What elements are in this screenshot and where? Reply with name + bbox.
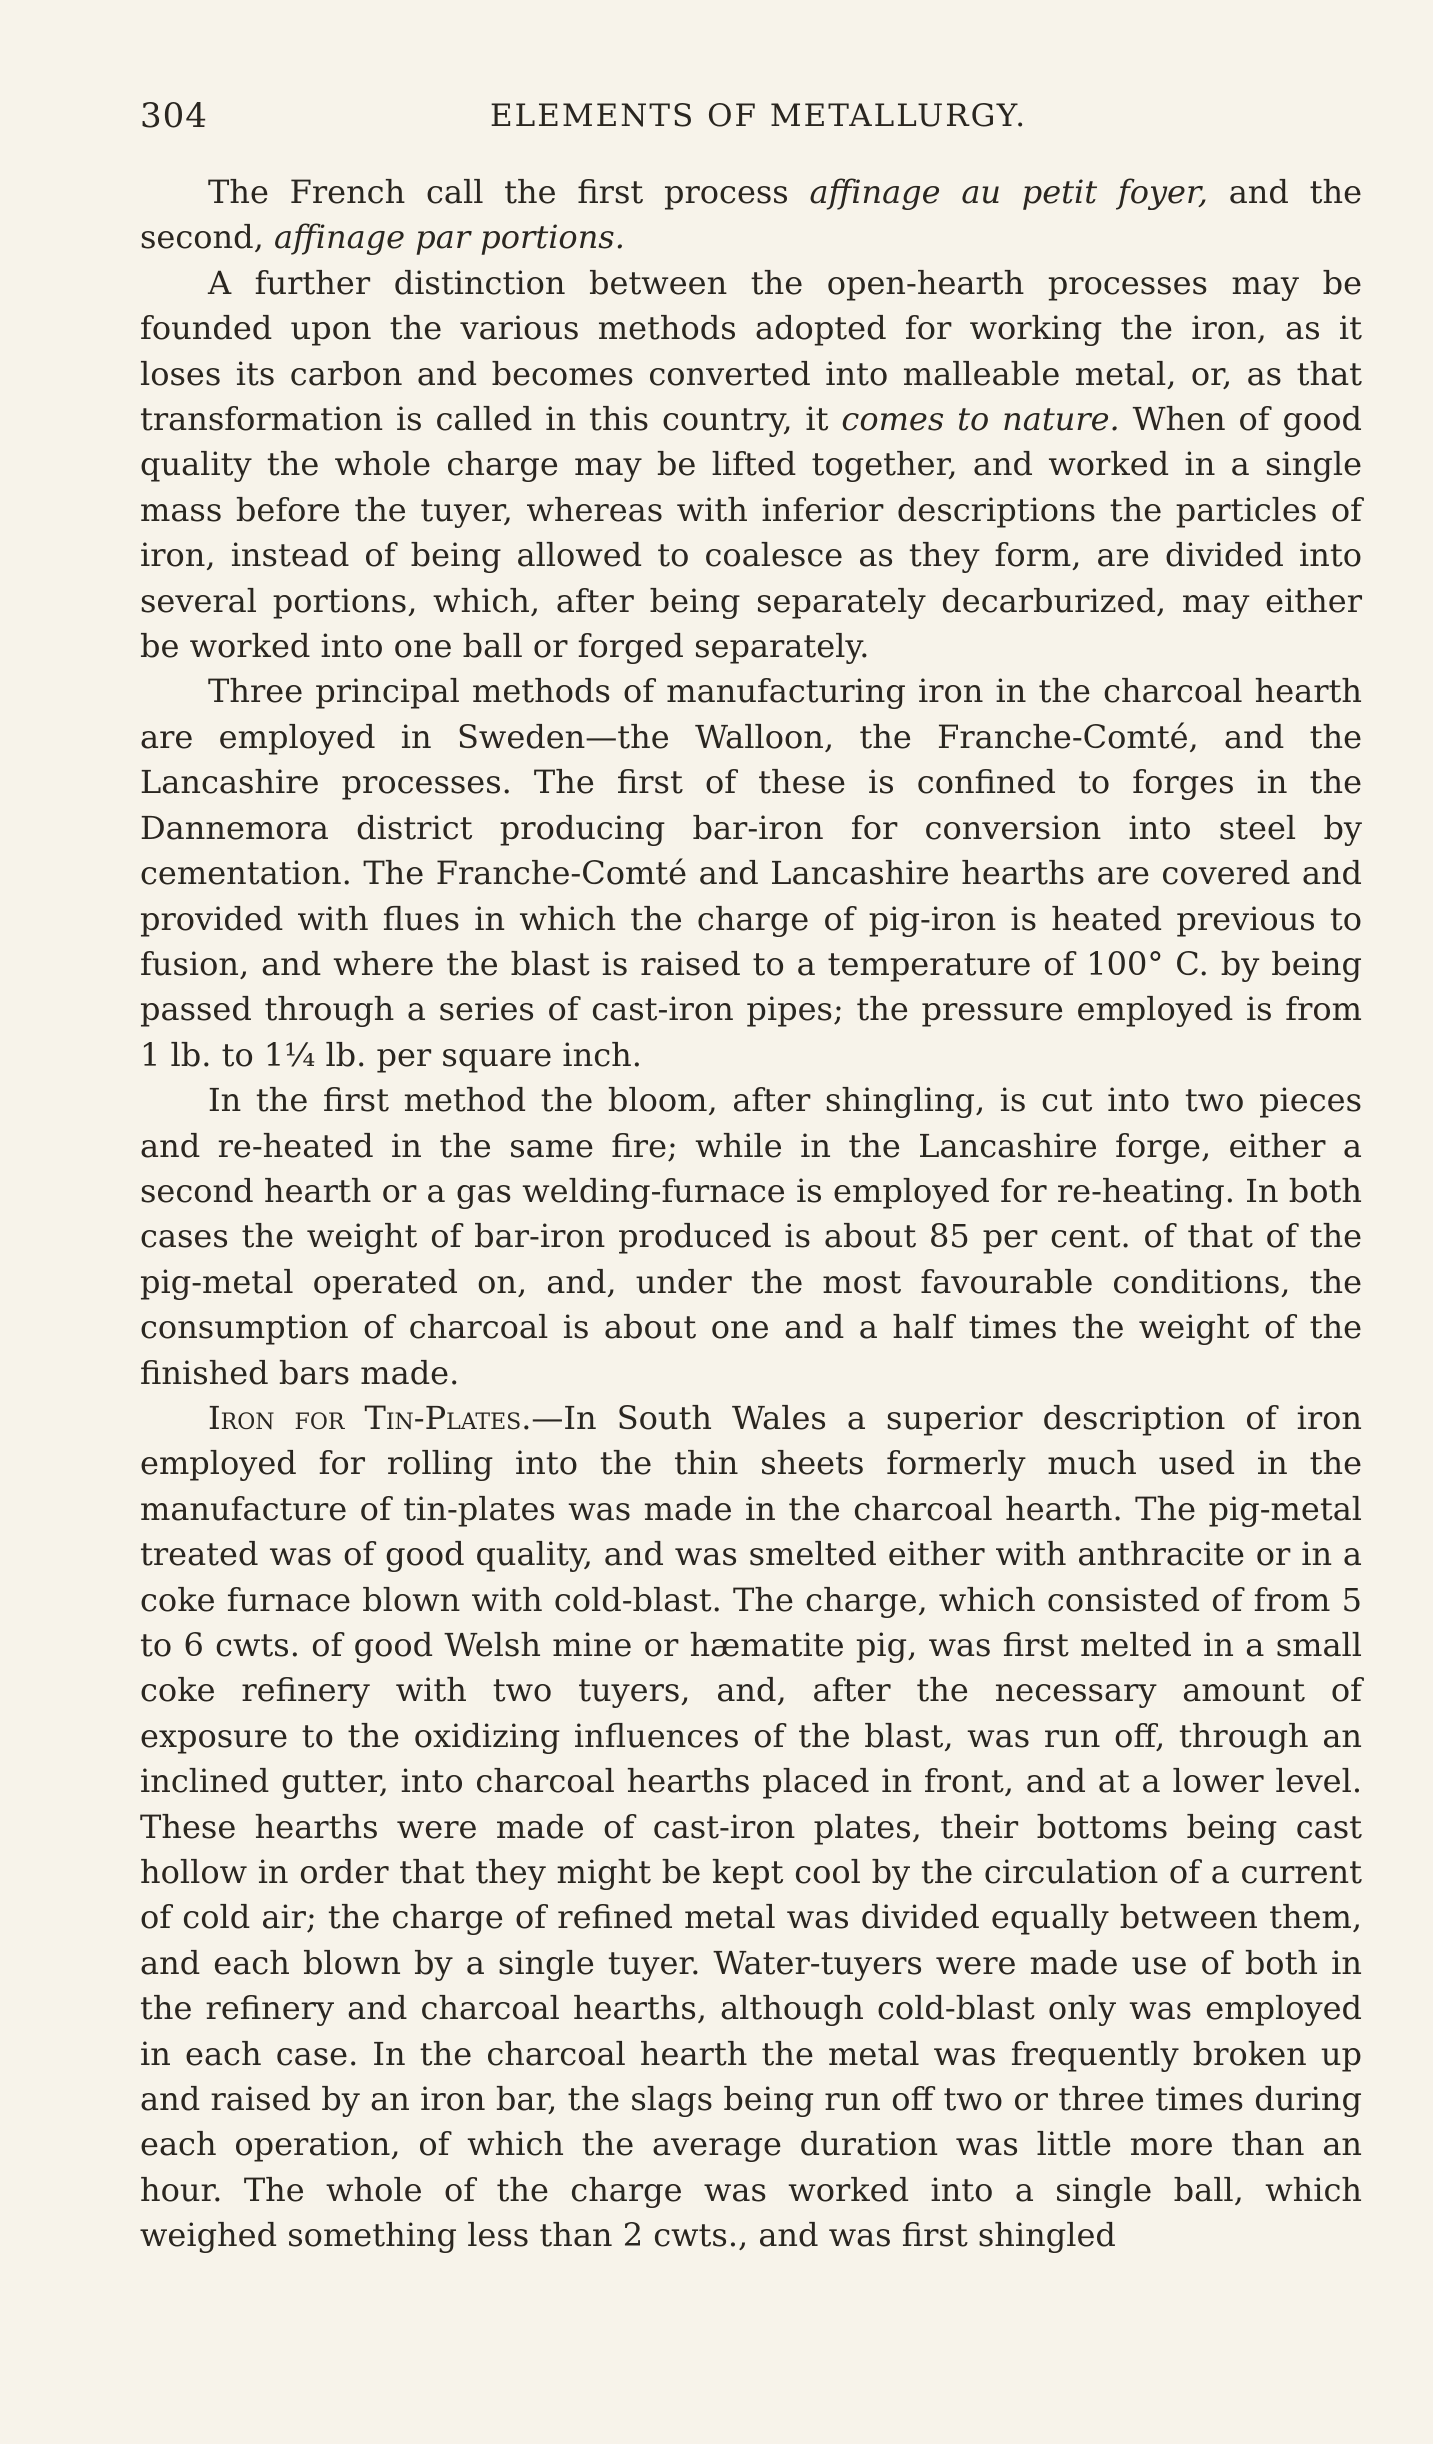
paragraph-text: The French call the first process <box>208 173 810 211</box>
paragraph-text: and the second, <box>140 173 1363 257</box>
section-heading: Iron for Tin-Plates. <box>208 1398 532 1437</box>
page-number: 304 <box>140 96 208 136</box>
paragraph-swedish-methods: Three principal methods of manufacturing iron in the charcoal hearth are employed in Sweden—the Walloon, the Franche-Comté, and the Lancashire processes. The first of these is confined to forges in the Dannemora district producing bar-iron for conversion into steel by cementation. The Franche-Comté and Lancashire hearths are covered and provided with flues in which the charge of pig-iron is heated previous to fusion, and where the blast is raised to a temperature of 100° C. by being passed through a series of cast-iron pipes; the pressure employed is from 1 lb. to 1¼ lb. per square inch. <box>140 672 1362 1074</box>
paragraph-text: A further distinction between the open-hearth processes may be founded upon the various methods adopted for working the iron, as it loses its carbon and becomes converted into malleable metal, or, as that transformation is called in this country, it <box>140 263 1362 439</box>
paragraph-open-hearth-distinction <box>140 261 1362 670</box>
paragraph-text: When of good quality the whole charge may be lifted together, and worked in a single mass before the tuyer, whereas with inferior descriptions the particles of iron, instead of being allowed to coalesce as they form, are divided into several portions, which, after being separately decarburized, may either be worked into one ball or forged separately. <box>140 400 1363 666</box>
italic-term: affinage au petit foyer, <box>809 173 1208 211</box>
running-title: ELEMENTS OF METALLURGY. <box>490 98 1028 134</box>
paragraph-text: —In South Wales a superior description of iron employed for rolling into the thin sheets formerly much used in the manufacture of tin-plates was made in the charcoal hearth. The pig-metal treated was of good quality, and was smelted either with anthracite or in a coke furnace blown with cold-blast. The charge, which consisted of from 5 to 6 cwts. of good Welsh mine or hæmatite pig, was first melted in a small coke refinery with two tuyers, and, after the necessary amount of exposure to the oxidizing influences of the blast, was run off, through an inclined gutter, into charcoal hearths placed in front, and at a lower level. These hearths were made of cast-iron plates, their bottoms being cast hollow in order that they might be kept cool by the circulation of a current of cold air; the charge of refined metal was divided equally between them, and each blown by a single tuyer. Water-tuyers were made use of both in the refinery and charcoal hearths, although cold-blast only was employed in each case. In the charcoal hearth the metal was frequently broken up and raised by an iron bar, the slags being run off two or three times during each operation, of which the average duration was little more than an hour. The whole of the charge was worked into a single ball, which weighed something less than 2 cwts., and was first shingled <box>140 1398 1363 2255</box>
page-header <box>140 96 1340 144</box>
paragraph-french-terms <box>140 170 1362 261</box>
italic-term: comes to nature. <box>841 400 1120 439</box>
paragraph-tin-plates <box>140 1396 1362 2259</box>
italic-term: affinage par portions. <box>273 218 625 257</box>
body-text <box>140 170 1362 2259</box>
paragraph-first-method: In the first method the bloom, after shingling, is cut into two pieces and re-heated in the same fire; while in the Lancashire forge, either a second hearth or a gas welding-furnace is employed for re-heating. In both cases the weight of bar-iron produced is about 85 per cent. of that of the pig-metal operated on, and, under the most favourable conditions, the consumption of charcoal is about one and a half times the weight of the finished bars made. <box>140 1081 1362 1392</box>
